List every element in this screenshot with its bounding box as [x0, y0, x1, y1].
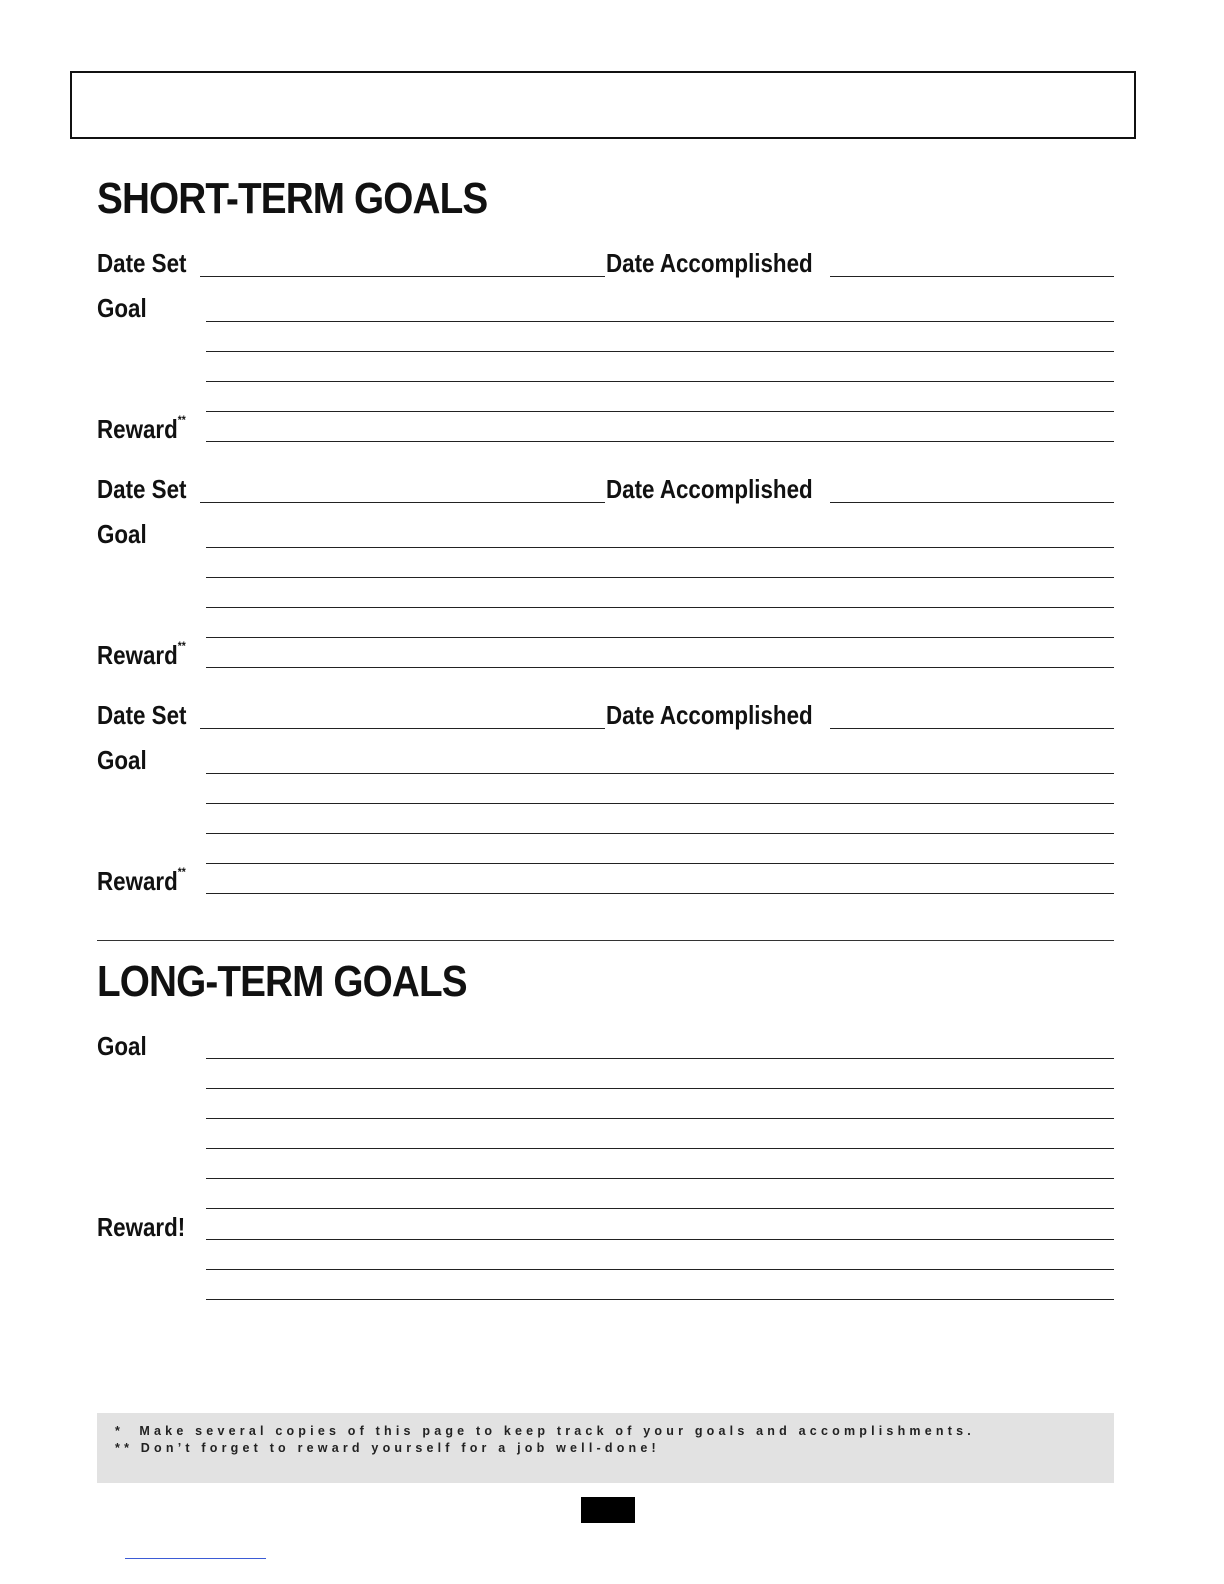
goal-line[interactable]	[206, 321, 1114, 322]
reward-label: Reward**	[97, 865, 186, 896]
goal-line[interactable]	[206, 863, 1114, 864]
goal-line[interactable]	[206, 637, 1114, 638]
section-divider	[97, 940, 1114, 941]
goal-line[interactable]	[206, 577, 1114, 578]
goal-line[interactable]	[206, 1118, 1114, 1119]
bottom-link-underline	[125, 1558, 266, 1559]
goal-line[interactable]	[206, 547, 1114, 548]
goal-label: Goal	[97, 745, 147, 775]
goal-line[interactable]	[206, 1178, 1114, 1179]
reward-line[interactable]	[206, 893, 1114, 894]
goal-line[interactable]	[206, 411, 1114, 412]
date-accomplished-label: Date Accomplished	[606, 248, 813, 278]
goal-label: Goal	[97, 1031, 147, 1061]
goal-label: Goal	[97, 293, 147, 323]
short-term-title: SHORT-TERM GOALS	[97, 174, 488, 223]
reward-line[interactable]	[206, 1269, 1114, 1270]
reward-line[interactable]	[206, 441, 1114, 442]
date-set-field[interactable]	[200, 502, 605, 503]
goal-line[interactable]	[206, 351, 1114, 352]
date-accomplished-label: Date Accomplished	[606, 700, 813, 730]
goal-line[interactable]	[206, 1208, 1114, 1209]
date-set-field[interactable]	[200, 728, 605, 729]
footnote-line-1: * Make several copies of this page to keep track of your goals and accomplishments.	[115, 1424, 975, 1438]
goal-line[interactable]	[206, 607, 1114, 608]
reward-line[interactable]	[206, 667, 1114, 668]
goal-line[interactable]	[206, 1148, 1114, 1149]
date-accomplished-field[interactable]	[830, 728, 1114, 729]
date-set-label: Date Set	[97, 474, 187, 504]
reward-label: Reward**	[97, 639, 186, 670]
long-term-title: LONG-TERM GOALS	[97, 957, 467, 1006]
footnote-box	[97, 1413, 1114, 1483]
date-accomplished-field[interactable]	[830, 502, 1114, 503]
goal-line[interactable]	[206, 1058, 1114, 1059]
date-set-label: Date Set	[97, 700, 187, 730]
reward-line[interactable]	[206, 1299, 1114, 1300]
date-set-field[interactable]	[200, 276, 605, 277]
date-set-label: Date Set	[97, 248, 187, 278]
reward-line[interactable]	[206, 1239, 1114, 1240]
goal-line[interactable]	[206, 1088, 1114, 1089]
goal-line[interactable]	[206, 803, 1114, 804]
goal-line[interactable]	[206, 381, 1114, 382]
header-box	[70, 71, 1136, 139]
date-accomplished-field[interactable]	[830, 276, 1114, 277]
goal-label: Goal	[97, 519, 147, 549]
reward-label: Reward**	[97, 413, 186, 444]
footnote-line-2: ** Don’t forget to reward yourself for a job well-done!	[115, 1441, 660, 1455]
page-number-tab	[581, 1497, 635, 1523]
date-accomplished-label: Date Accomplished	[606, 474, 813, 504]
reward-label: Reward!	[97, 1212, 186, 1242]
goal-line[interactable]	[206, 773, 1114, 774]
goal-line[interactable]	[206, 833, 1114, 834]
